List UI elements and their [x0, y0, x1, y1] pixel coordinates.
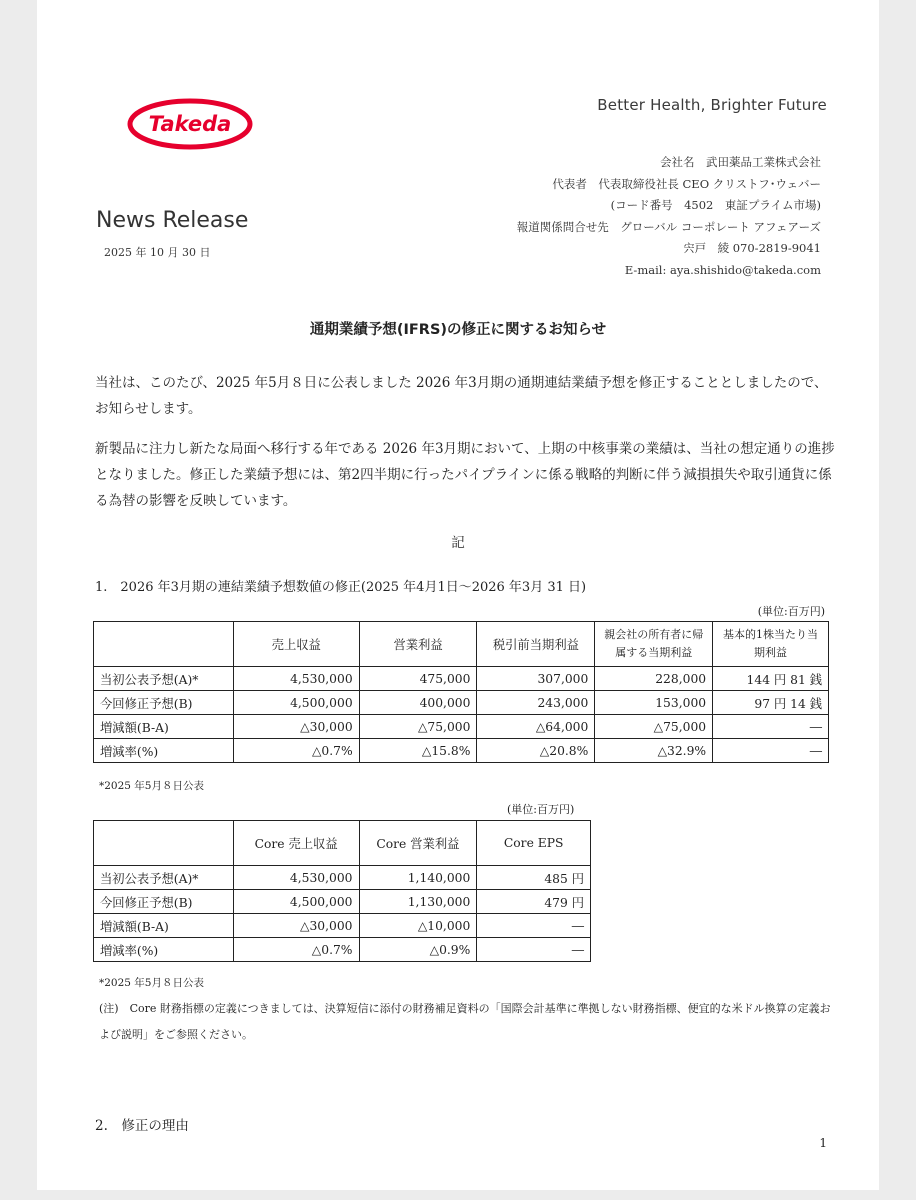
table2-unit: (単位:百万円) [507, 803, 575, 816]
table-cell: 1,130,000 [359, 890, 477, 914]
table-header-cell [94, 821, 234, 866]
table-cell: △30,000 [233, 914, 359, 938]
row-label: 今回修正予想(B) [94, 890, 234, 914]
row-label: 増減率(%) [94, 739, 234, 763]
row-label: 増減率(%) [94, 938, 234, 962]
table2-footnote: *2025 年5月８日公表 [99, 977, 204, 989]
core-forecast-table [93, 820, 591, 962]
table-cell: 144 円 81 銭 [713, 667, 829, 691]
context-paragraph: 新製品に注力し新たな局面へ移行する年である 2026 年3月期において、上期の中核事業の業績は、当社の想定通りの進捗となりました。修正した業績予想には、第2四半期に行ったパイプラインに係る戦略的判断に伴う減損損失や取引通貨に係る為替の影響を反映しています。 [95, 441, 835, 509]
table-cell: △20.8% [477, 739, 595, 763]
table-cell: 485 円 [477, 866, 591, 890]
table-row [94, 667, 829, 691]
contact-person-line: 宍戸 綾 070-2819-9041 [683, 241, 821, 255]
table-cell: ― [713, 739, 829, 763]
table-cell: △0.7% [233, 739, 359, 763]
table-cell: 228,000 [595, 667, 713, 691]
table-cell: 243,000 [477, 691, 595, 715]
table-cell: ― [477, 938, 591, 962]
table1-footnote: *2025 年5月８日公表 [99, 780, 204, 792]
document-page [37, 0, 879, 1190]
table-cell: △15.8% [359, 739, 477, 763]
table-header-cell: Core 営業利益 [359, 821, 477, 866]
table-cell: △32.9% [595, 739, 713, 763]
table-cell: 475,000 [359, 667, 477, 691]
row-label: 当初公表予想(A)* [94, 667, 234, 691]
table-row [94, 691, 829, 715]
table-row [94, 938, 591, 962]
release-date: 2025 年 10 月 30 日 [104, 246, 211, 259]
row-label: 増減額(B-A) [94, 715, 234, 739]
table-cell: 4,500,000 [233, 890, 359, 914]
table-cell: 307,000 [477, 667, 595, 691]
section-1-heading: 1. 2026 年3月期の連結業績予想数値の修正(2025 年4月1日～2026 年3月 31 日) [95, 580, 587, 595]
table-cell: ― [713, 715, 829, 739]
table-cell: 97 円 14 銭 [713, 691, 829, 715]
row-label: 当初公表予想(A)* [94, 866, 234, 890]
press-contact-line: 報道関係問合せ先 グローバル コーポレート アフェアーズ [516, 219, 821, 234]
table-header-row [94, 622, 829, 667]
table-header-cell: Core 売上収益 [233, 821, 359, 866]
forecast-table [93, 621, 829, 763]
table-header-cell: 親会社の所有者に帰属する当期利益 [595, 622, 713, 667]
table1-unit: (単位:百万円) [757, 605, 825, 618]
row-label: 今回修正予想(B) [94, 691, 234, 715]
table-row [94, 739, 829, 763]
table-header-row [94, 821, 591, 866]
news-release-title: News Release [96, 208, 249, 233]
company-info [517, 152, 821, 281]
table-header-cell [94, 622, 234, 667]
email-line[interactable]: E-mail: aya.shishido@takeda.com [624, 262, 821, 277]
table-cell: △10,000 [359, 914, 477, 938]
table-cell: 400,000 [359, 691, 477, 715]
table-cell: 153,000 [595, 691, 713, 715]
document-title: 通期業績予想(IFRS)の修正に関するお知らせ [309, 322, 607, 338]
table-row [94, 914, 591, 938]
ki-marker: 記 [451, 535, 465, 551]
table-header-cell: 基本的1株当たり当期利益 [713, 622, 829, 667]
takeda-logo [127, 98, 253, 150]
company-name-line: 会社名 武田薬品工業株式会社 [660, 155, 821, 169]
table-cell: 1,140,000 [359, 866, 477, 890]
table-header-cell: 営業利益 [359, 622, 477, 667]
page-number: 1 [819, 1136, 827, 1150]
stock-code-line: (コード番号 4502 東証プライム市場) [610, 198, 821, 212]
table-cell: 4,530,000 [233, 667, 359, 691]
table-cell: △64,000 [477, 715, 595, 739]
intro-paragraph: 当社は、このたび、2025 年5月８日に公表しました 2026 年3月期の通期連結業績予想を修正することとしましたので、お知らせします。 [95, 375, 828, 417]
tagline: Better Health, Brighter Future [597, 96, 827, 114]
row-label: 増減額(B-A) [94, 914, 234, 938]
table-cell: 4,500,000 [233, 691, 359, 715]
table-cell: ― [477, 914, 591, 938]
table-cell: △0.7% [233, 938, 359, 962]
table-cell: 4,530,000 [233, 866, 359, 890]
table-header-cell: Core EPS [477, 821, 591, 866]
table-header-cell: 税引前当期利益 [477, 622, 595, 667]
core-metrics-note: (注) Core 財務指標の定義につきましては、決算短信に添付の財務補足資料の「国際会計基準に準拠しない財務指標、便宜的な米ドル換算の定義および説明」をご参照ください。 [99, 1002, 831, 1041]
table-cell: △30,000 [233, 715, 359, 739]
table-header-cell: 売上収益 [233, 622, 359, 667]
table-row [94, 890, 591, 914]
table-cell: △75,000 [359, 715, 477, 739]
svg-text:Takeda: Takeda [148, 112, 232, 136]
table-row [94, 715, 829, 739]
representative-line: 代表者 代表取締役社長 CEO クリストフ･ウェバー [552, 176, 821, 191]
table-cell: 479 円 [477, 890, 591, 914]
section-2-heading: 2. 修正の理由 [95, 1118, 189, 1134]
table-cell: △0.9% [359, 938, 477, 962]
table-cell: △75,000 [595, 715, 713, 739]
table-row [94, 866, 591, 890]
